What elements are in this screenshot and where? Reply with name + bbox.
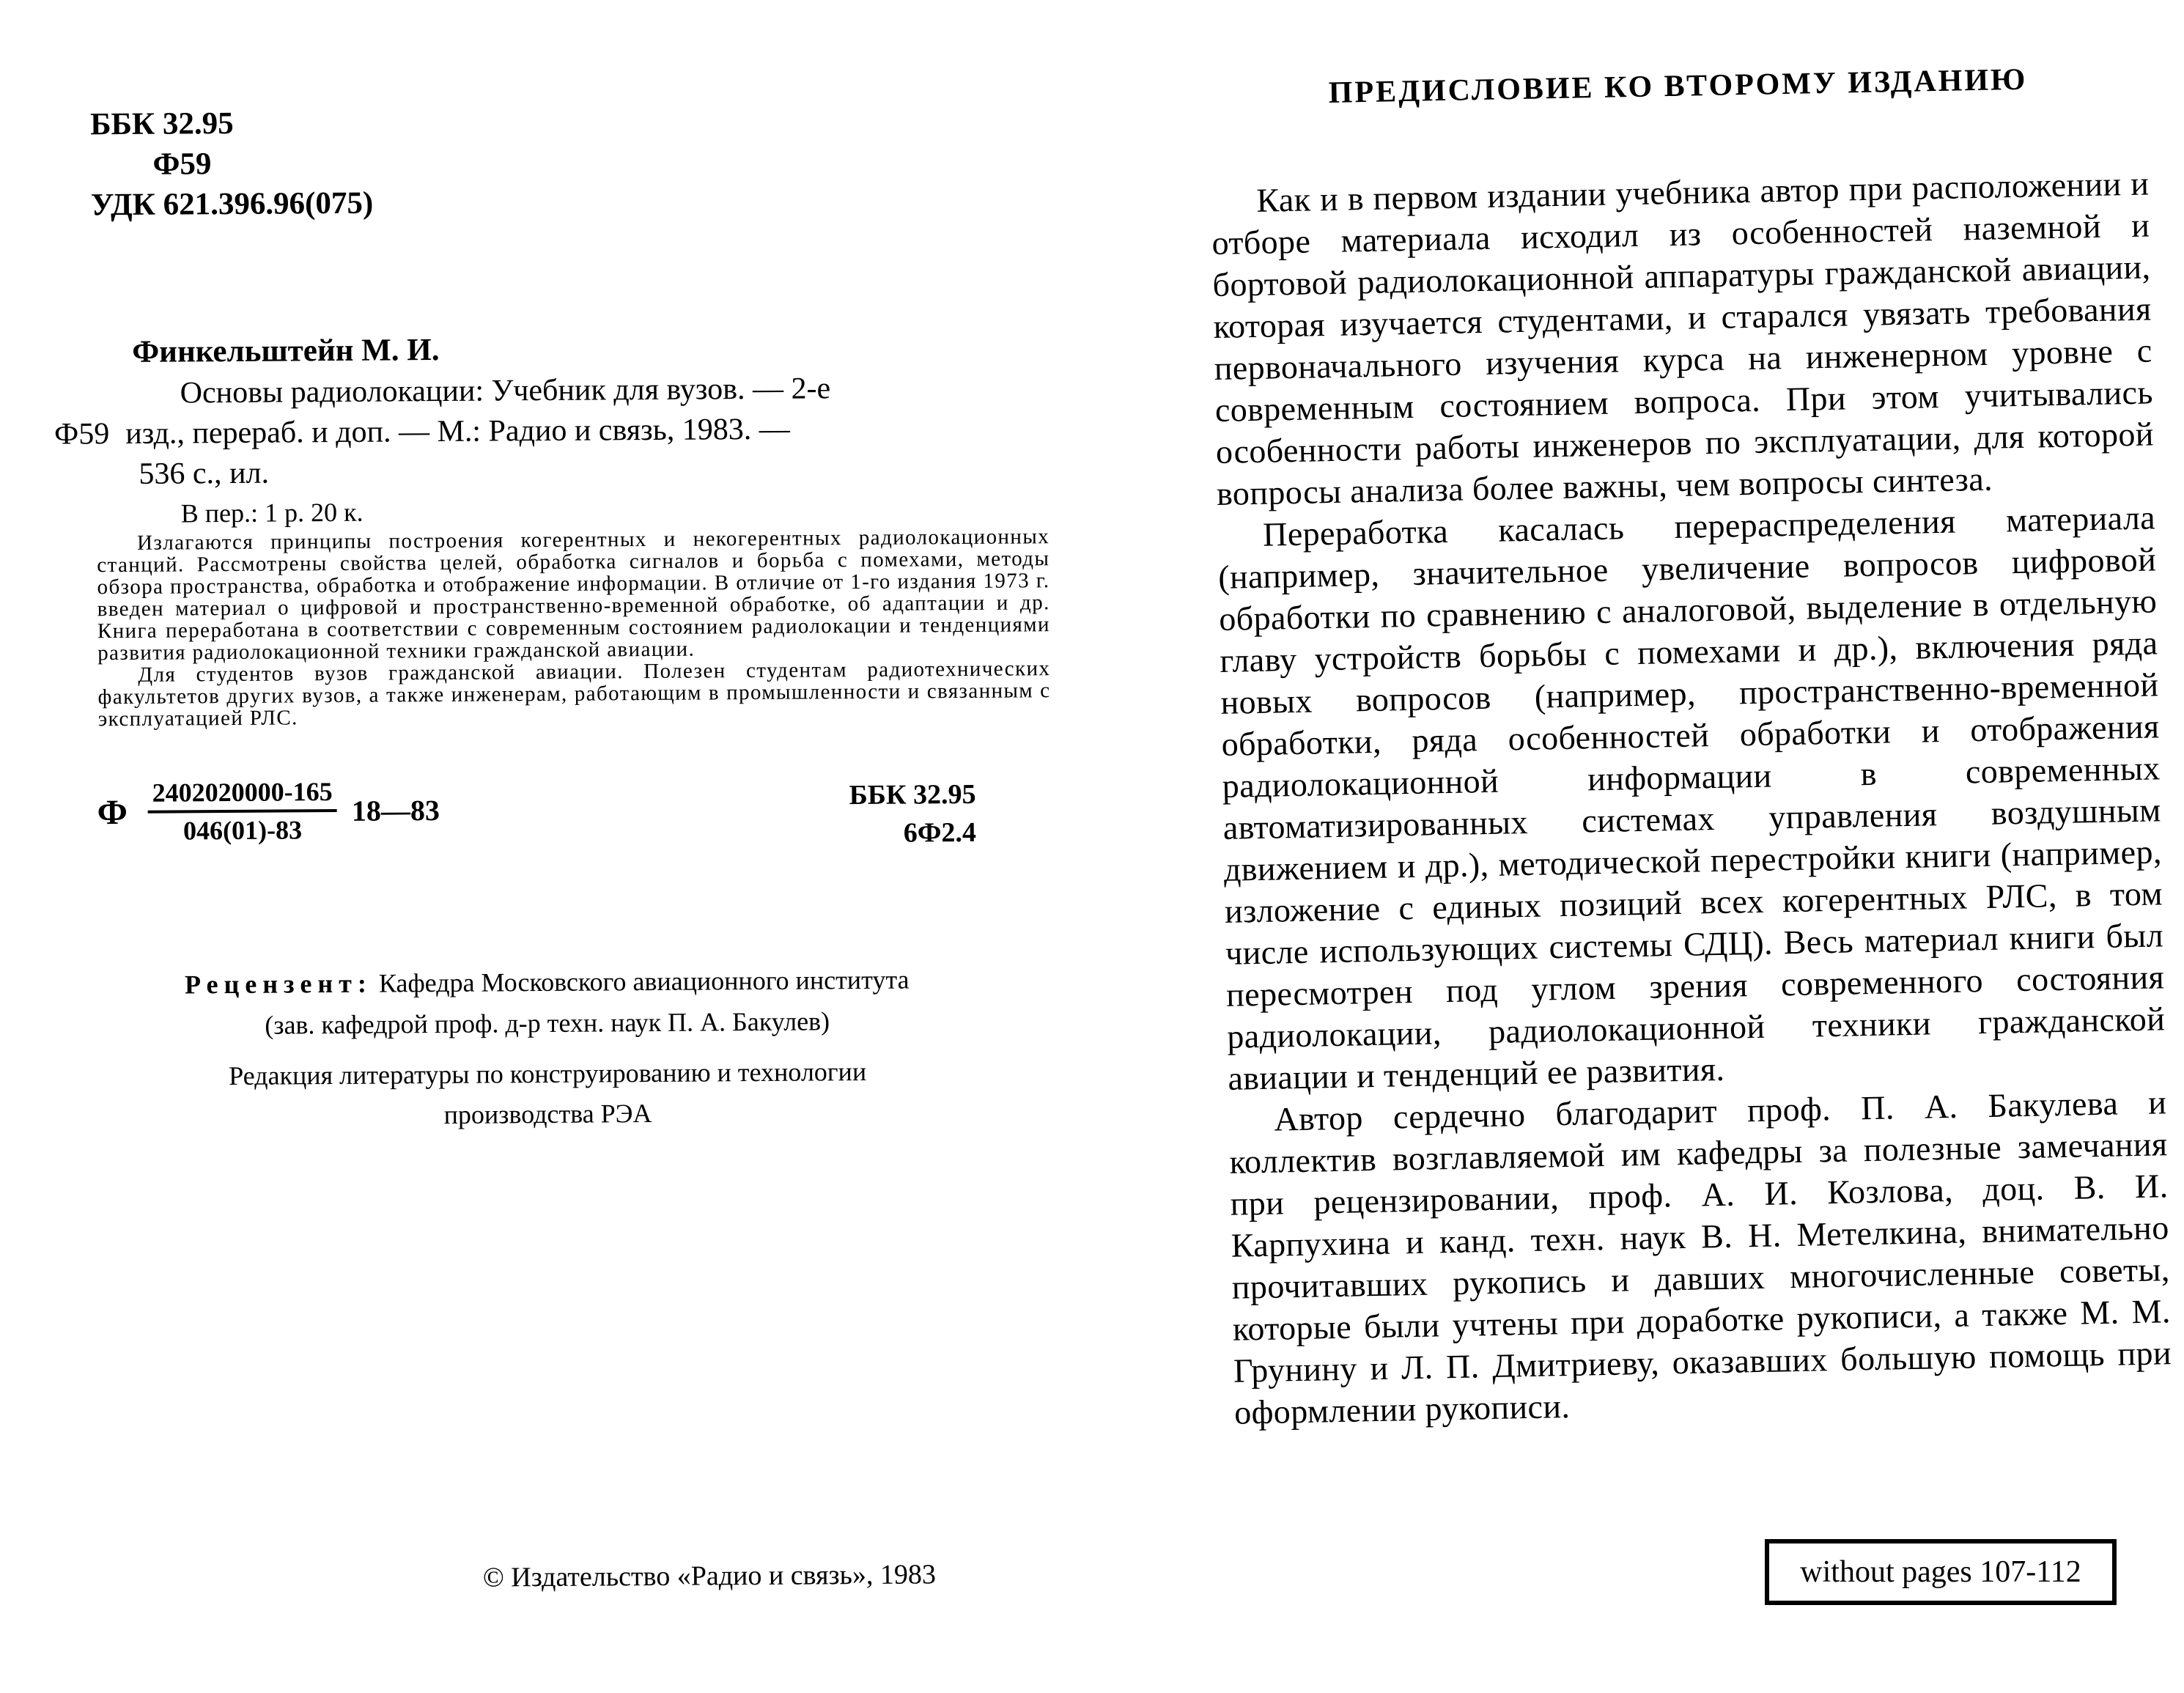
old-classification-code: 6Ф2.4 (903, 816, 977, 849)
author-name: Финкельштейн М. И. (132, 332, 440, 369)
bbk-number: ББК 32.95 (89, 106, 234, 142)
annotation-paragraph: Для студентов вузов гражданской авиации. Полезен студентам радиотехнических факультетов других вузов, а также инженерам, работающим в промышленности и связанным с эксплуатацией РЛС. (97, 657, 1051, 731)
reviewer-line1 (74, 958, 1019, 1006)
annotation (97, 525, 1051, 730)
catalog-fraction-numerator: 2402020000-165 (148, 775, 337, 814)
preface-paragraph: Автор сердечно благодарит проф. П. А. Бакулева и коллектив возглавляемой им кафедры за полезные замечания при рецензировании, проф. А. И. Козлова, доц. В. И. Карпухина и канд. техн. наук В. Н. Метелкина, внимательно прочитавших рукопись и давших многочисленные советы, которые были учтены при доработке рукописи, а также М. М. Грунину и Л. П. Дмитриеву, оказавших большую помощь при оформлении рукописи. (1229, 1083, 2172, 1431)
catalog-suffix: 18—83 (351, 793, 440, 827)
editorial-line2: производства РЭА (443, 1099, 652, 1129)
reviewer-label: Рецензент: (184, 968, 373, 1000)
editorial-line1: Редакция литературы по конструированию и технологии (229, 1056, 867, 1091)
bibliographic-entry-line2-text: изд., перераб. и доп. — М.: Радио и связь, 1983. — (125, 412, 790, 451)
right-page (1092, 0, 2184, 1693)
reviewer-text: Кафедра Московского авиационного института (378, 964, 910, 998)
udk-number: УДК 621.396.96(075) (90, 185, 374, 223)
preface-paragraph: Переработка касалась перераспределения материала (например, значительное увеличение вопросов цифровой обработки по сравнению с аналоговой, выделение в отдельную главу устройств борьбы с помехами и др.), включения ряда новых вопросов (например, пространственно-временной обработки, ряда особенностей обработки и отображения радиолокационной информации в современных автоматизированных системах управления воздушным движением и др.), методической перестройки книги (например, изложение с единых позиций всех когерентных РЛС, в том числе использующих системы СДЦ). Весь материал книги был пересмотрен под углом зрения современного состояния радиолокации, радиолокационной техники гражданской авиации и тенденций ее развития. (1217, 498, 2166, 1097)
bbk-number-repeat: ББК 32.95 (849, 778, 976, 811)
preface-body (1211, 162, 2173, 1433)
classification-codes (849, 775, 977, 852)
catalog-index (97, 775, 440, 847)
editorial-block (75, 1050, 1021, 1137)
catalog-letter: Ф (97, 792, 128, 832)
right-page-content (1079, 0, 2184, 1693)
reviewer-block (74, 958, 1020, 1047)
classification-block (90, 103, 374, 226)
copyright-line: © Издательство «Радио и связь», 1983 (482, 1559, 937, 1593)
page-title: ПРЕДИСЛОВИЕ КО ВТОРОМУ ИЗДАНИЮ (1328, 62, 2028, 110)
catalog-fraction (148, 775, 338, 847)
author-sign: Ф59 (152, 147, 212, 182)
missing-pages-note: without pages 107-112 (1765, 1539, 2117, 1605)
preface-paragraph: Как и в первом издании учебника автор при расположении и отборе материала исходил из особенностей наземной и бортовой радиолокационной аппаратуры гражданской авиации, которая изучается студентами, и старался увязать требования первоначального изучения курса на инженерном уровне с современным состоянием вопроса. При этом учитывались особенности работы инженеров по эксплуатации, для которой вопросы анализа более важны, чем вопросы синтеза. (1211, 164, 2155, 512)
bibliographic-entry-line1: Основы радиолокации: Учебник для вузов. — 2-е (180, 372, 831, 410)
bibliographic-entry-line3: 536 с., ил. (139, 456, 270, 491)
annotation-paragraph: Излагаются принципы построения когерентных и некогерентных радиолокационных станций. Рассмотрены свойства целей, обработка сигналов и борьба с помехами, методы обзора пространства, обработка и отображение информации. В отличие от 1-го издания 1973 г. введен материал о цифровой и пространственно-временной обработке, об адаптации и др. Книга переработана в соответствии с современным состоянием радиолокации и тенденциями развития радиолокационной техники гражданской авиации. (97, 525, 1051, 665)
bibliographic-entry-line2 (54, 412, 790, 452)
reviewer-line2: (зав. кафедрой проф. д-р техн. наук П. А. Бакулев) (265, 1006, 830, 1040)
author-sign-margin: Ф59 (54, 417, 110, 451)
price-note: В пер.: 1 р. 20 к. (180, 497, 364, 528)
catalog-fraction-denominator: 046(01)-83 (182, 815, 303, 846)
